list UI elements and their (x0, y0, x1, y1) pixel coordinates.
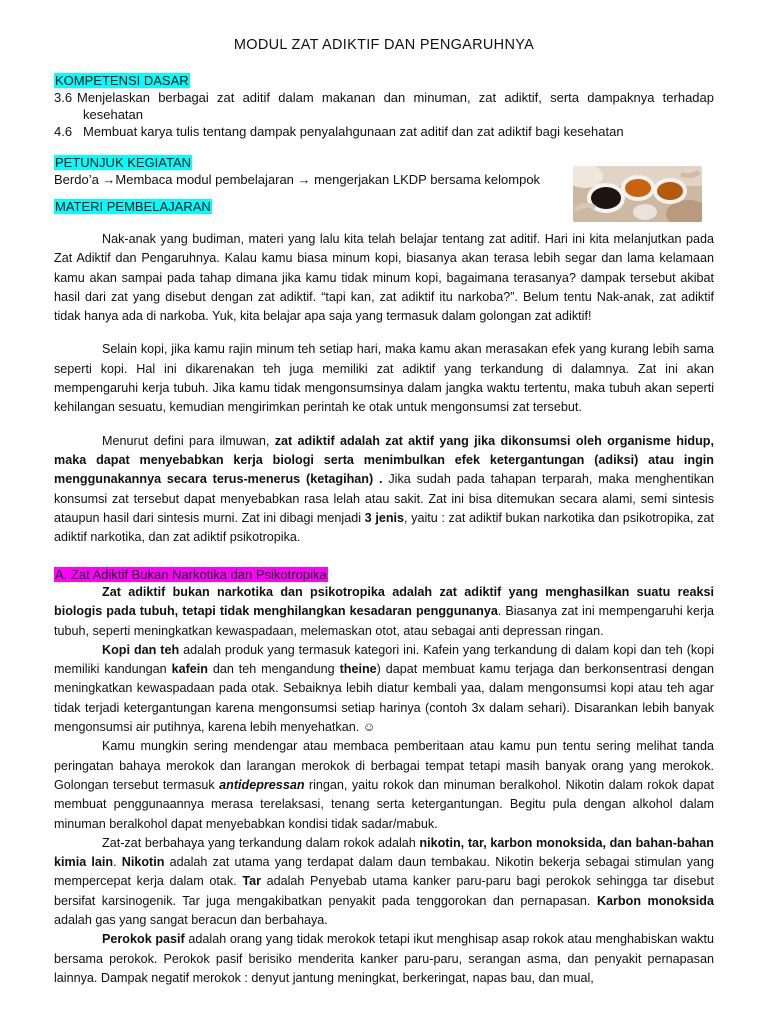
bold-run: Nikotin (121, 855, 165, 870)
text-run: , yaitu : zat adiktif bukan narkotika dan psikotropika, zat adiktif narkotika, dan zat adiktif psikotropika. (54, 510, 714, 545)
kompetensi-item (54, 89, 714, 106)
paragraph (54, 834, 714, 930)
text-run: Zat-zat berbahaya yang terkandung dalam rokok adalah (102, 835, 420, 850)
bold-run: Kopi dan teh (102, 642, 180, 657)
paragraph (54, 432, 714, 548)
text-run: adalah produk yang termasuk kategori ini. Kafein yang terkandung di dalam kopi dan teh (kopi memiliki kandungan (54, 642, 714, 677)
text-run: adalah gas yang sangat beracun dan berbahaya. (54, 913, 328, 928)
kompetensi-text: Membuat karya tulis tentang dampak penyalahgunaan zat aditif dan zat adiktif bagi kesehatan (83, 124, 624, 139)
text-run: ringan, yaitu rokok dan minuman beralkohol. Nikotin dalam rokok dapat membuat penggunaannya merasa terelaksasi, tenang serta ketergantungan. Begitu pula dengan alkohol dalam minuman beralkohol dapat menyebabkan kondisi tidak sadar/mabuk. (54, 777, 714, 831)
italic-bold-run: antidepressan (219, 777, 305, 792)
bold-run: 3 jenis (364, 510, 405, 525)
bold-run: theine (339, 662, 377, 677)
materi-body (54, 230, 714, 547)
text-run: Menurut defini para ilmuwan, (102, 433, 275, 448)
text-run: adalah zat utama yang terdapat dalam daun tembakau. Nikotin bekerja sebagai stimulan yang mempercepat kerja dalam otak. (54, 855, 714, 889)
page-title: MODUL ZAT ADIKTIF DAN PENGARUHNYA (233, 37, 535, 53)
definition-bold: zat adiktif adalah zat aktif yang jika dikonsumsi oleh organisme hidup, maka dapat menyebabkan kerja biologi serta menimbulkan efek ketergantungan (adiksi) atau ingin menggunakannya secara terus-menerus (ketagihan) . (54, 433, 714, 487)
text-run: adalah Penyebab utama kanker paru-paru bagi perokok sehingga tar disebut bersifat karsinogenik. Tar juga mengakibatkan penyakit pada tenggorokan dan pernapasan. (54, 874, 714, 908)
section-a-heading: A. Zat Adiktif Bukan Narkotika dan Psikotropika (55, 567, 327, 582)
paragraph (54, 641, 714, 737)
petunjuk-label: PETUNJUK KEGIATAN (55, 155, 192, 170)
petunjuk-steps: Berdo’a →Membaca modul pembelajaran → mengerjakan LKDP bersama kelompok (54, 172, 541, 187)
bold-run: nikotin, tar, karbon monoksida, dan bahan-bahan kimia lain (54, 835, 714, 870)
kompetensi-item (54, 123, 714, 140)
bold-run: kafein (171, 662, 208, 677)
kompetensi-section (54, 72, 714, 140)
bold-run: Tar (242, 874, 261, 889)
text-run: ) dapat membuat kamu terjaga dan berkonsentrasi dengan meningkatkan kewaspadaan pada otak. Sebaiknya lebih diatur kembali yaa, dalam mengonsumsi kopi atau teh agar tidak terjadi ketergantungan karena mengonsumsi setiap harinya (contoh 3x dalam sehari). Disarankan lebih banyak mengonsumsi air putihnya, karena lebih menyehatkan. ☺ (54, 662, 715, 735)
materi-section (54, 198, 714, 215)
text-run: Kamu mungkin sering mendengar atau membaca pemberitaan atau kamu pun tentu sering melihat tanda peringatan bahaya merokok dan larangan merokok di berbagai tempat tetapi masih banyak orang yang merokok. Golongan tersebut termasuk (54, 739, 714, 792)
kompetensi-number: 4.6 (54, 124, 73, 139)
paragraph: Selain kopi, jika kamu rajin minum teh setiap hari, maka kamu akan merasakan efek yang kurang lebih sama seperti kopi. Hal ini dikarenakan teh juga memiliki zat adiktif yang terkandung di dalamnya. Zat ini akan mempengaruhi kerja tubuh. Jika kamu tidak mengonsumsinya dalam jangka waktu tertentu, maka tubuh akan seperti kehilangan sesuatu, kemudian mengirimkan perintah ke otak untuk mengonsumsi zat tersebut. (54, 342, 714, 415)
text-run: adalah orang yang tidak merokok tetapi ikut menghisap asap rokok atau menghabiskan waktu bersama perokok. Perokok pasif berisiko menderita kanker paru-paru, serangan asma, dan penyakit pernapasan lainnya. Dampak negatif merokok : denyut jantung meningkat, berkeringat, napas bau, dan mual, (54, 932, 715, 985)
kompetensi-text-continued: kesehatan (83, 107, 143, 122)
section-a (54, 566, 714, 583)
section-a-body (54, 583, 714, 988)
kompetensi-text: Menjelaskan berbagai zat aditif dalam makanan dan minuman, zat adiktif, serta dampaknya terhadap (77, 90, 714, 105)
text-run: dan teh mengandung (207, 662, 340, 677)
kompetensi-number: 3.6 (54, 90, 73, 105)
bold-run: Zat adiktif bukan narkotika dan psikotropika adalah zat adiktif yang menghasilkan suatu reaksi biologis pada tubuh, tetapi tidak menghilangkan kesadaran penggunanya (54, 585, 714, 619)
bold-run: Perokok pasif (102, 932, 185, 947)
paragraph (54, 737, 714, 833)
paragraph (54, 930, 714, 988)
text-run: . Biasanya zat ini mempengaruhi kerja tubuh, seperti meningkatkan kewaspadaan, melemaskan otot, atau sebagai anti depressan ringan. (54, 604, 714, 638)
paragraph: Nak-anak yang budiman, materi yang lalu kita telah belajar tentang zat aditif. Hari ini kita melanjutkan pada Zat Adiktif dan Pengaruhnya. Kalau kamu biasa minum kopi, biasanya akan terasa lebih segar dan lama kelamaan kamu akan sampai pada tahap dimana jika kamu tidak minum kopi, bagaimana terasanya? dampak tersebut akibat hasil dari zat yang disebut dengan zat adiktif. “tapi kan, zat adiktif itu narkoba?”. Belum tentu Nak-anak, zat adiktif tidak hanya ada di narkoba. Yuk, kita belajar apa saja yang termasuk dalam golongan zat adiktif! (54, 232, 714, 324)
materi-label: MATERI PEMBELAJARAN (55, 199, 211, 214)
paragraph (54, 583, 714, 641)
text-run: . (113, 855, 122, 870)
kompetensi-label: KOMPETENSI DASAR (55, 73, 189, 88)
bold-run: Karbon monoksida (596, 893, 714, 908)
text-run: Jika sudah pada tahapan terparah, maka menghentikan konsumsi zat tersebut dapat menyebabkan rasa lelah atau sakit. Zat ini bisa ditemukan secara alami, semi sintesis ataupun hasil dari sintesis murni. Zat ini dibagi menjadi (54, 472, 714, 525)
